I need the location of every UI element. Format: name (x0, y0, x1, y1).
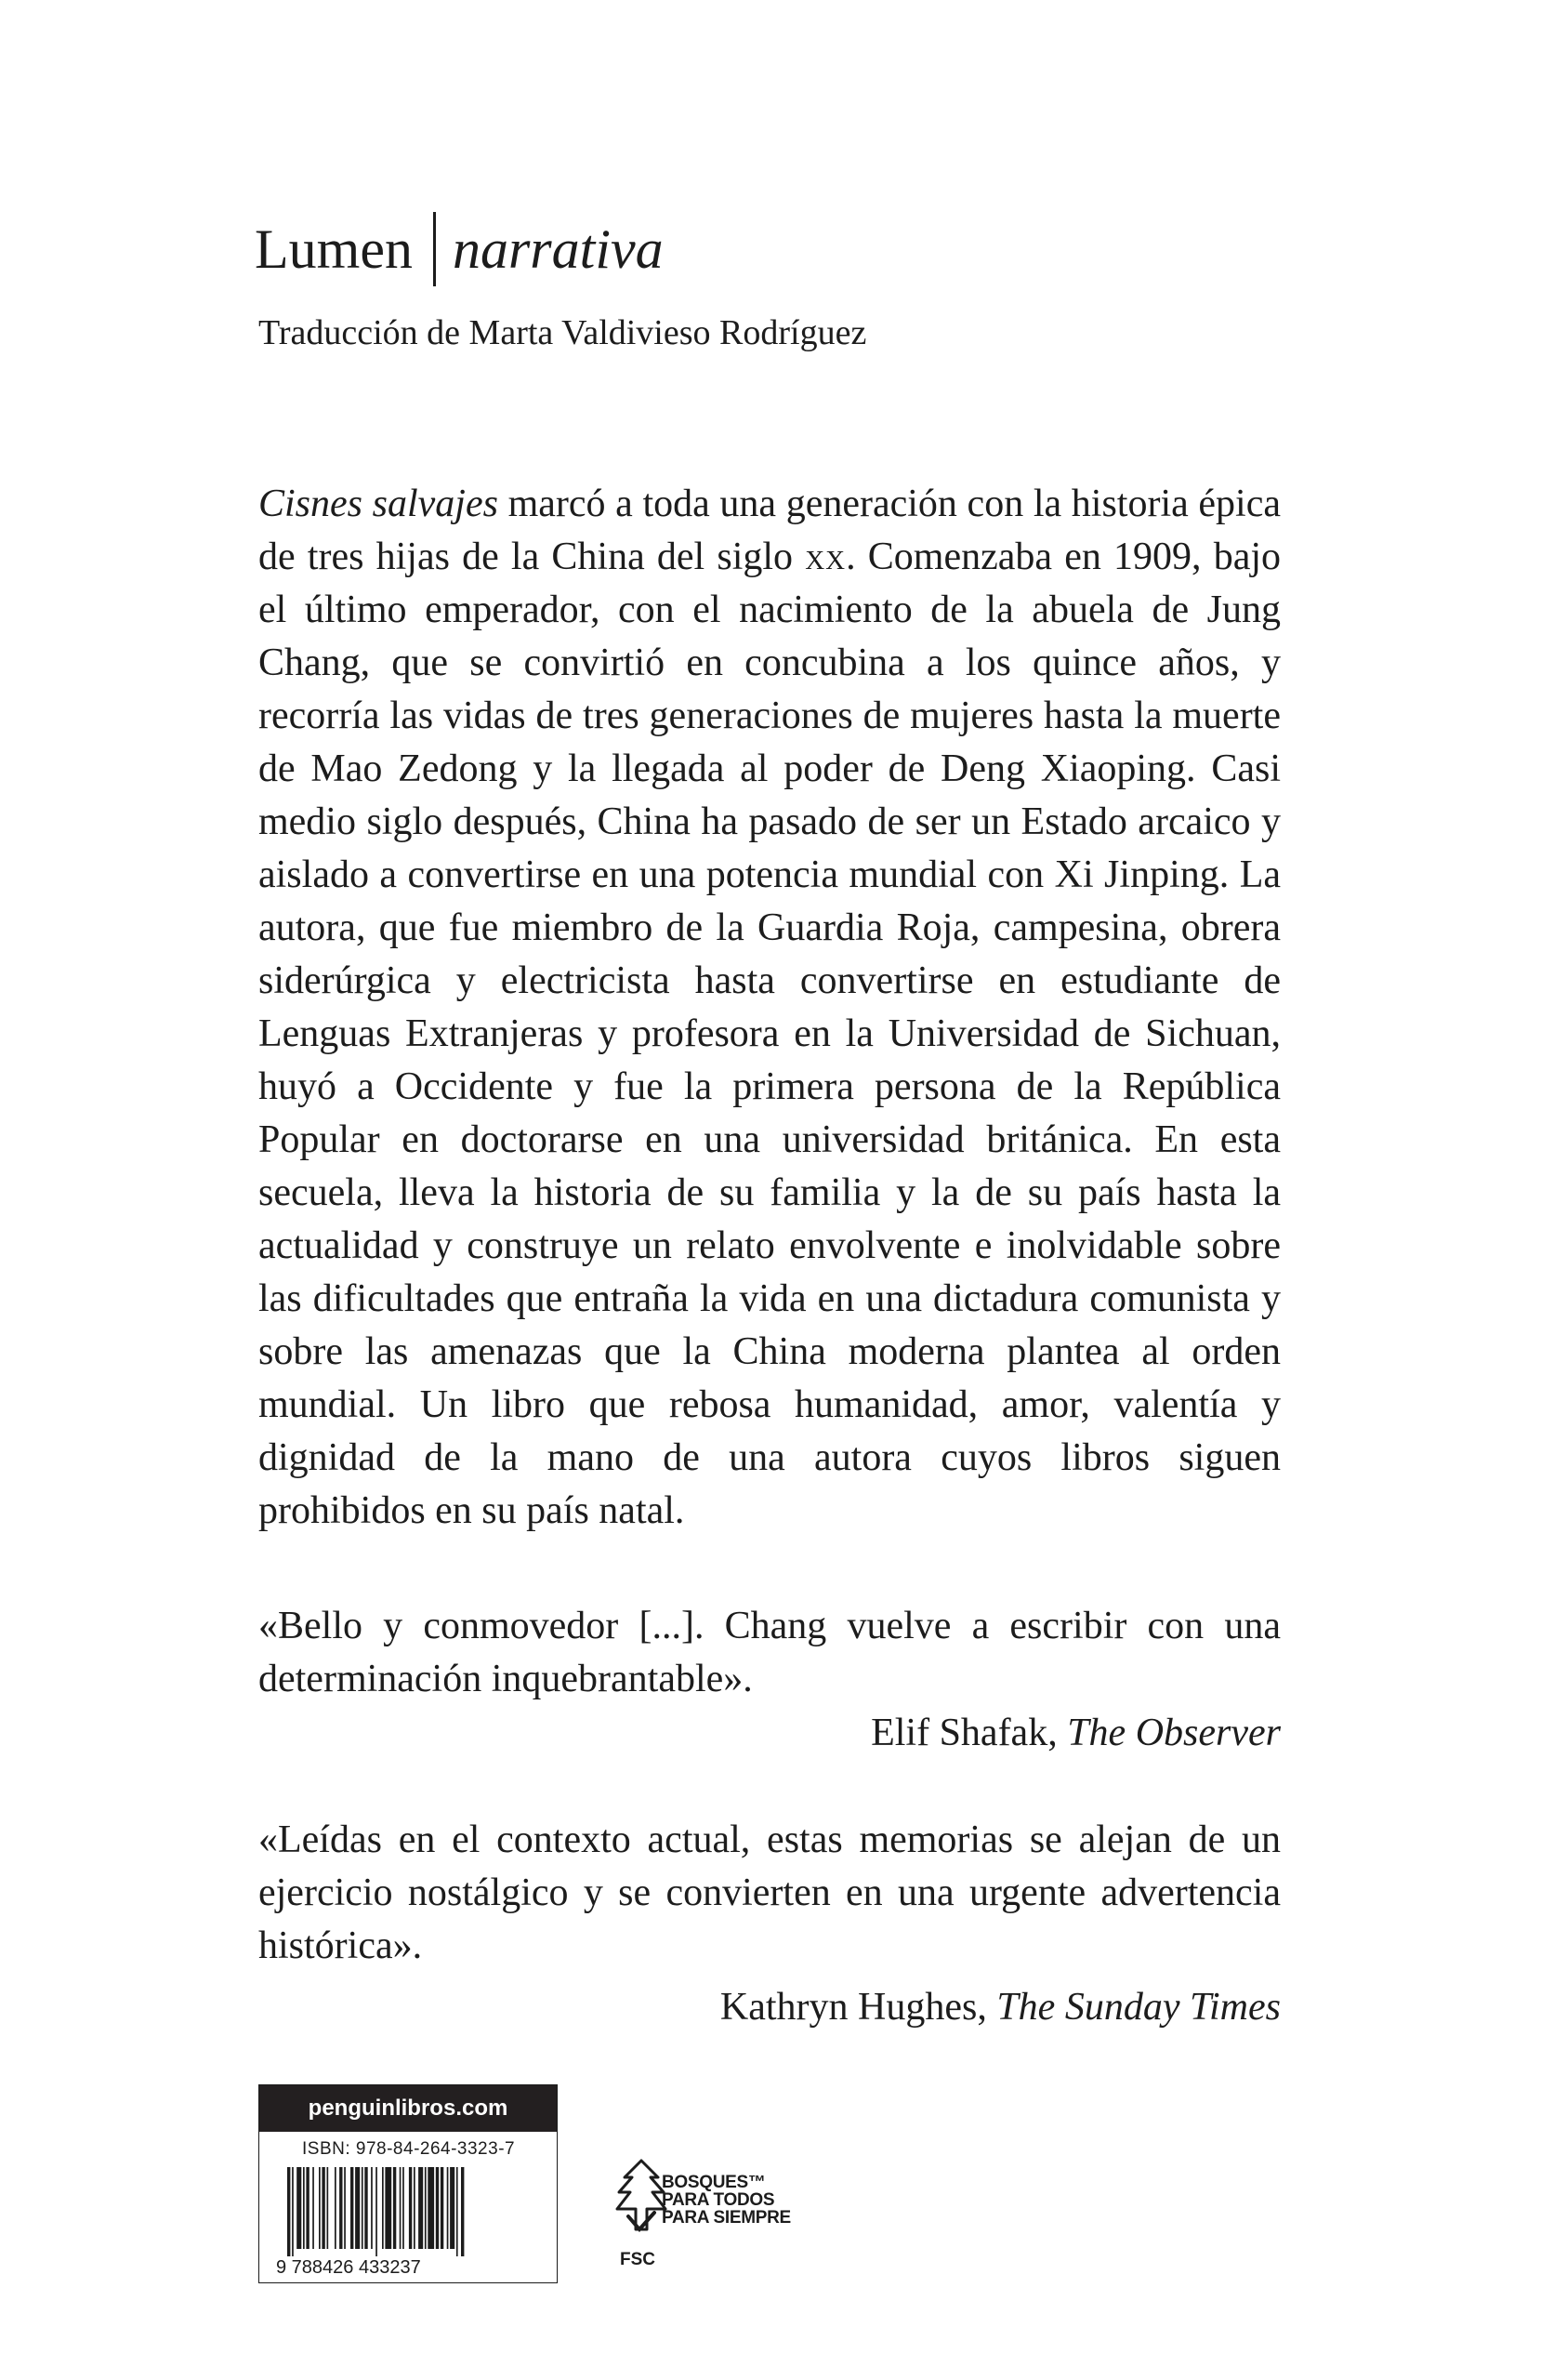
barcode-bar (402, 2167, 404, 2249)
barcode-bar (312, 2167, 314, 2249)
synopsis-text-1: marcó a toda una generación con la historia épica de tres hijas de la China del siglo (258, 483, 1281, 578)
fsc-label: FSC (620, 2250, 655, 2269)
barcode-box (258, 2084, 558, 2283)
barcode-bar (292, 2167, 294, 2256)
barcode-bar (441, 2167, 443, 2249)
review-quote-2: «Leídas en el contexto actual, estas memorias se alejan de un ejercicio nostálgico y se convierten en una urgente advertencia histórica». (258, 1818, 1281, 1967)
translator-credit: Traducción de Marta Valdivieso Rodríguez (258, 313, 867, 352)
barcode-bar (414, 2167, 415, 2249)
barcode-bar (382, 2167, 384, 2249)
review-author-1: Elif Shafak, (871, 1712, 1068, 1754)
barcode-bar (436, 2167, 439, 2249)
barcode-bar (350, 2167, 353, 2249)
barcode-bar (319, 2167, 321, 2249)
fsc-tagline-2: PARA TODOS (662, 2190, 775, 2210)
barcode-bar (428, 2167, 434, 2249)
barcode-bar (362, 2167, 363, 2249)
fsc-tagline-3: PARA SIEMPRE (662, 2208, 791, 2228)
synopsis-text-2: . Comenzaba en 1909, bajo el último emperador, con el nacimiento de la abuela de Jung Chang, que se convirtió en concubina a los quince años, y recorría las vidas de tres generaciones de mujeres hasta la muerte de Mao Zedong y la llegada al poder de Deng Xiaoping. Casi medio siglo después, China ha pasado de ser un Estado arcaico y aislado a convertirse en una potencia mundial con Xi Jinping. La autora, que fue miembro de la Guardia Roja, campesina, obrera siderúrgica y electricista hasta convertirse en estudiante de Lenguas Extranjeras y profesora en la Universidad de Sichuan, huyó a Occidente y fue la primera persona de la República Popular en doctorarse en una universidad británica. En esta secuela, lleva la historia de su familia y la de su país hasta la actualidad y construye un relato envolvente e inolvidable sobre las dificultades que entraña la vida en una dictadura comunista y sobre las amenazas que la China moderna plantea al orden mundial. Un libro que rebosa humanidad, amor, valentía y dignidad de la mano de una autora cuyos libros siguen prohibidos en su país natal. (258, 536, 1281, 1532)
review-author-2: Kathryn Hughes, (719, 1986, 997, 2029)
imprint-logo (255, 212, 664, 286)
fsc-tagline-1: BOSQUES™ (662, 2173, 766, 2192)
barcode-bar (393, 2167, 396, 2249)
barcode-bar (409, 2167, 412, 2249)
century-numeral: xx (805, 536, 847, 578)
barcode-bar (327, 2167, 329, 2249)
barcode-bar (322, 2167, 324, 2249)
barcode-bar (425, 2167, 427, 2249)
barcode-digits: 9 788426 433237 (276, 2257, 421, 2278)
barcode-bar (375, 2167, 377, 2256)
barcode-bar (450, 2167, 454, 2249)
barcode-bar (400, 2167, 402, 2249)
isbn-label: ISBN: 978-84-264-3323-7 (302, 2139, 516, 2159)
review-attribution-2 (720, 1981, 1281, 2034)
review-attribution-1 (871, 1707, 1281, 1760)
barcode-bar (355, 2167, 360, 2249)
barcode-bar (296, 2167, 301, 2249)
imprint-name: Lumen (255, 218, 413, 280)
review-source-1: The Observer (1067, 1712, 1281, 1754)
barcode-bar (306, 2167, 309, 2249)
website-label: penguinlibros.com (259, 2085, 557, 2132)
barcode-bar (371, 2167, 373, 2249)
review-source-2: The Sunday Times (996, 1986, 1281, 2029)
barcode-image (274, 2167, 546, 2279)
collection-name: narrativa (452, 218, 664, 280)
barcode-bar (364, 2167, 367, 2249)
barcode-bar (339, 2167, 342, 2249)
barcode-bar (344, 2167, 346, 2249)
barcode-bar (447, 2167, 449, 2249)
barcode-bar (303, 2167, 305, 2249)
barcode-bar (456, 2167, 458, 2256)
barcode-bar (287, 2167, 290, 2256)
barcode-bar (418, 2167, 423, 2249)
book-title: Cisnes salvajes (258, 483, 498, 525)
barcode-bar (335, 2167, 336, 2249)
review-quote-1: «Bello y conmovedor [...]. Chang vuelve a escribir con una determinación inquebrantable». (258, 1605, 1281, 1700)
imprint-divider (433, 212, 436, 286)
barcode-bar (385, 2167, 391, 2249)
fsc-tagline (662, 2174, 791, 2227)
synopsis (258, 478, 1281, 1538)
barcode-bar (461, 2167, 464, 2256)
